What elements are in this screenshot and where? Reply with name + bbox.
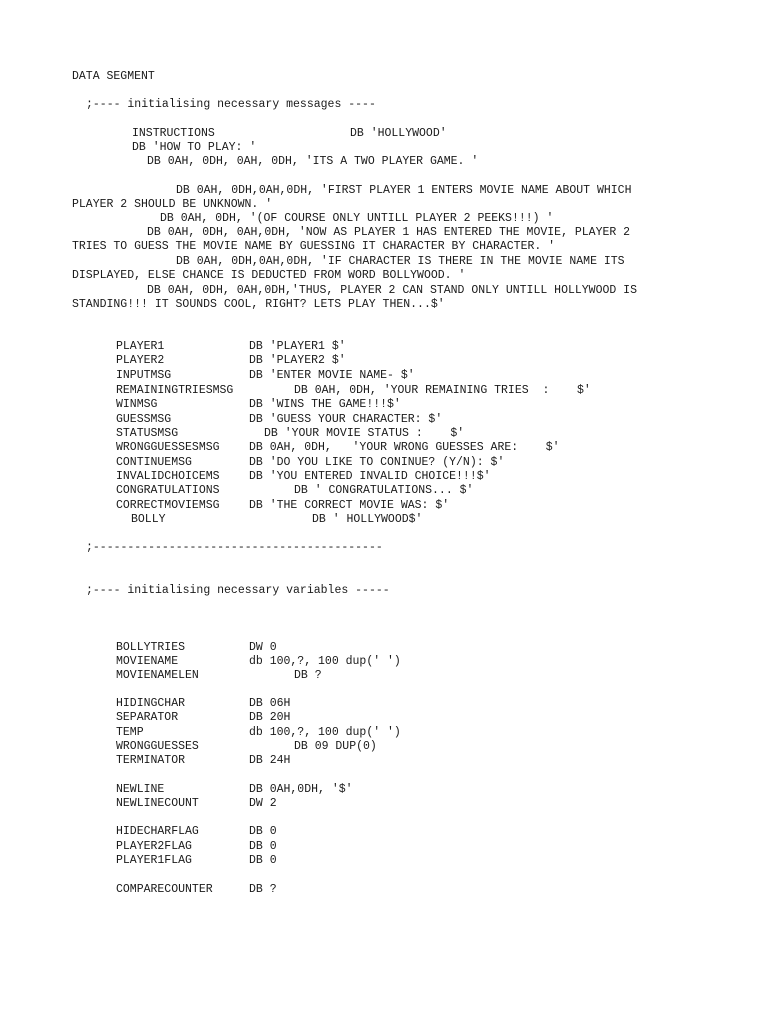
var-name: HIDECHARFLAG xyxy=(116,825,199,838)
var-name: COMPARECOUNTER xyxy=(116,883,213,896)
para4-line-a: DB 0AH, 0DH,0AH,0DH, 'IF CHARACTER IS THERE IN THE MOVIE NAME ITS xyxy=(176,255,625,268)
var-name: NEWLINE xyxy=(116,783,165,796)
var-value: DB 0 xyxy=(249,840,277,853)
para4-line-b: DISPLAYED, ELSE CHANCE IS DEDUCTED FROM WORD BOLLYWOOD. ' xyxy=(72,269,466,282)
msg-name: PLAYER2 xyxy=(116,354,165,367)
msg-name: INVALIDCHOICEMS xyxy=(116,470,220,483)
msg-value: DB 'PLAYER1 $' xyxy=(249,340,346,353)
msg-name: INPUTMSG xyxy=(116,369,172,382)
para3-line-b: TRIES TO GUESS THE MOVIE NAME BY GUESSING IT CHARACTER BY CHARACTER. ' xyxy=(72,240,556,253)
msg-name: WRONGGUESSESMSG xyxy=(116,441,220,454)
var-name: PLAYER2FLAG xyxy=(116,840,192,853)
msg-name: REMAININGTRIESMSG xyxy=(116,384,234,397)
var-name: TERMINATOR xyxy=(116,754,186,767)
msg-name: GUESSMSG xyxy=(116,413,172,426)
var-value: DB ? xyxy=(294,669,322,682)
var-value: DB 06H xyxy=(249,697,291,710)
var-name: MOVIENAME xyxy=(116,655,179,668)
msg-name: CONGRATULATIONS xyxy=(116,484,220,497)
para3-line-a: DB 0AH, 0DH, 0AH,0DH, 'NOW AS PLAYER 1 HAS ENTERED THE MOVIE, PLAYER 2 xyxy=(147,226,631,239)
var-value: DW 0 xyxy=(249,641,277,654)
para5-line-b: STANDING!!! IT SOUNDS COOL, RIGHT? LETS PLAY THEN...$' xyxy=(72,298,445,311)
msg-value: DB 0AH, 0DH, 'YOUR REMAINING TRIES : $' xyxy=(294,384,591,397)
var-name: SEPARATOR xyxy=(116,711,179,724)
msg-value: DB ' HOLLYWOOD$' xyxy=(312,513,423,526)
msg-value: DB 'YOU ENTERED INVALID CHOICE!!!$' xyxy=(249,470,491,483)
msg-value: DB 'DO YOU LIKE TO CONINUE? (Y/N): $' xyxy=(249,456,505,469)
instructions-value: DB 'HOLLYWOOD' xyxy=(350,127,447,140)
msg-value: DB 'WINS THE GAME!!!$' xyxy=(249,398,401,411)
var-name: BOLLYTRIES xyxy=(116,641,186,654)
msg-value: DB 'YOUR MOVIE STATUS : $' xyxy=(264,427,465,440)
msg-name: PLAYER1 xyxy=(116,340,165,353)
para2-line: DB 0AH, 0DH, '(OF COURSE ONLY UNTILL PLAYER 2 PEEKS!!!) ' xyxy=(160,212,554,225)
var-name: PLAYER1FLAG xyxy=(116,854,192,867)
msg-name: BOLLY xyxy=(131,513,166,526)
para1-line-b: PLAYER 2 SHOULD BE UNKNOWN. ' xyxy=(72,198,273,211)
msg-value: DB 'ENTER MOVIE NAME- $' xyxy=(249,369,415,382)
var-name: NEWLINECOUNT xyxy=(116,797,199,810)
var-value: DW 2 xyxy=(249,797,277,810)
separator-comment: ;------------------------------------------ xyxy=(86,541,383,554)
msg-value: DB 'THE CORRECT MOVIE WAS: $' xyxy=(249,499,450,512)
var-value: DB 0AH,0DH, '$' xyxy=(249,783,353,796)
instructions-name: INSTRUCTIONS xyxy=(132,127,215,140)
var-value: DB ? xyxy=(249,883,277,896)
msg-name: STATUSMSG xyxy=(116,427,179,440)
data-segment-header: DATA SEGMENT xyxy=(72,70,155,83)
msg-name: CORRECTMOVIEMSG xyxy=(116,499,220,512)
var-value: db 100,?, 100 dup(' ') xyxy=(249,726,401,739)
var-value: DB 09 DUP(0) xyxy=(294,740,377,753)
messages-comment: ;---- initialising necessary messages ---- xyxy=(86,98,376,111)
variables-comment: ;---- initialising necessary variables ----- xyxy=(86,584,390,597)
var-name: MOVIENAMELEN xyxy=(116,669,199,682)
msg-name: CONTINUEMSG xyxy=(116,456,192,469)
var-name: TEMP xyxy=(116,726,144,739)
var-value: DB 20H xyxy=(249,711,291,724)
var-value: DB 24H xyxy=(249,754,291,767)
msg-name: WINMSG xyxy=(116,398,158,411)
msg-value: DB 'PLAYER2 $' xyxy=(249,354,346,367)
msg-value: DB 'GUESS YOUR CHARACTER: $' xyxy=(249,413,443,426)
para1-line-a: DB 0AH, 0DH,0AH,0DH, 'FIRST PLAYER 1 ENTERS MOVIE NAME ABOUT WHICH xyxy=(176,184,632,197)
var-name: HIDINGCHAR xyxy=(116,697,186,710)
para5-line-a: DB 0AH, 0DH, 0AH,0DH,'THUS, PLAYER 2 CAN STAND ONLY UNTILL HOLLYWOOD IS xyxy=(147,284,637,297)
var-name: WRONGGUESSES xyxy=(116,740,199,753)
two-player-line: DB 0AH, 0DH, 0AH, 0DH, 'ITS A TWO PLAYER GAME. ' xyxy=(147,155,479,168)
msg-value: DB 0AH, 0DH, 'YOUR WRONG GUESSES ARE: $' xyxy=(249,441,560,454)
how-to-play-line: DB 'HOW TO PLAY: ' xyxy=(132,141,257,154)
var-value: db 100,?, 100 dup(' ') xyxy=(249,655,401,668)
var-value: DB 0 xyxy=(249,825,277,838)
var-value: DB 0 xyxy=(249,854,277,867)
msg-value: DB ' CONGRATULATIONS... $' xyxy=(294,484,474,497)
